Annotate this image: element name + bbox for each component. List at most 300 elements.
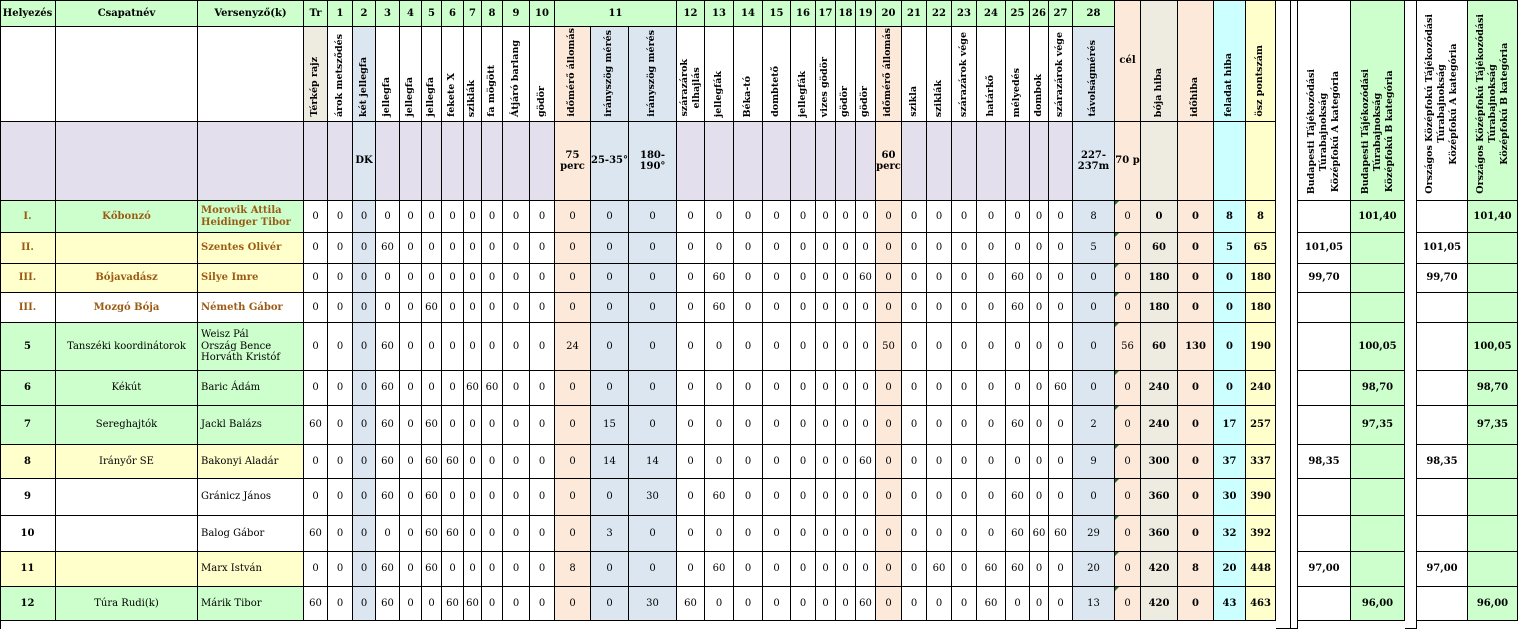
value-text: 0: [488, 527, 496, 539]
row-value: [503, 587, 530, 621]
value-text: 0: [606, 210, 613, 222]
row-team: [56, 293, 198, 323]
row-value: [400, 552, 422, 587]
row-value: [763, 264, 791, 293]
value-text: 0: [336, 242, 344, 254]
row-value: [1030, 445, 1049, 479]
ossz-text: 65: [1253, 242, 1268, 254]
row-value: [591, 264, 629, 293]
header-num-22: [876, 1, 902, 27]
row-value: [1049, 479, 1073, 516]
value-text: 0: [842, 210, 849, 222]
row-category-score: [1417, 587, 1468, 621]
row-value: [734, 323, 763, 371]
value-text: 0: [799, 210, 807, 222]
value-text: 0: [407, 210, 414, 222]
row-value: [927, 371, 952, 406]
row-value: [1073, 587, 1115, 621]
row-value: [977, 233, 1006, 264]
value-text: 0: [312, 242, 319, 254]
ido-text: 8: [1192, 563, 1199, 575]
value-text: 0: [1090, 382, 1097, 394]
header-num-text: 27: [1053, 7, 1068, 19]
members-text: Balog Gábor: [201, 527, 265, 539]
value-text: 0: [910, 491, 918, 503]
header-spec-12: [591, 122, 629, 201]
value-text: 0: [744, 272, 752, 284]
members-text: Márik Tibor: [201, 597, 262, 609]
category-score-text: 99,70: [1426, 272, 1458, 284]
row-value: [400, 293, 422, 323]
value-text: 60: [309, 597, 322, 609]
row-value: [353, 479, 376, 516]
row-value: [482, 371, 503, 406]
row-ossz: [1246, 264, 1276, 293]
row-value: [328, 516, 353, 552]
row-value: [530, 406, 555, 445]
value-text: 0: [987, 419, 995, 431]
row-value: [442, 406, 464, 445]
row-value: [400, 201, 422, 233]
row-cel: [1115, 371, 1141, 406]
value-text: 60: [381, 340, 394, 352]
row-value: [591, 233, 629, 264]
row-value: [705, 233, 734, 264]
header-task-20: [836, 27, 856, 122]
row-members: [198, 371, 304, 406]
value-text: 0: [407, 272, 414, 284]
header-num-text: 13: [712, 7, 726, 19]
value-text: 0: [842, 301, 849, 313]
row-category-score: [1298, 371, 1351, 406]
row-category-score: [1468, 479, 1518, 516]
row-ido: [1178, 479, 1214, 516]
value-text: 0: [512, 455, 520, 467]
row-value: [422, 552, 442, 587]
spacer-column: [1291, 1, 1298, 629]
row-value: [442, 293, 464, 323]
row-value: [791, 323, 816, 371]
row-category-score: [1417, 371, 1468, 406]
row-members: [198, 516, 304, 552]
row-value: [503, 552, 530, 587]
row-category-score: [1298, 479, 1351, 516]
row-value: [482, 479, 503, 516]
value-text: 0: [407, 242, 414, 254]
value-text: 0: [538, 419, 546, 431]
row-value: [816, 587, 836, 621]
value-text: 0: [910, 210, 918, 222]
row-category-score: [1298, 406, 1351, 445]
row-value: [977, 445, 1006, 479]
row-value: [927, 201, 952, 233]
value-text: 0: [862, 527, 869, 539]
ossz-text: 392: [1250, 527, 1271, 539]
value-text: 0: [987, 301, 995, 313]
row-category-score: [1351, 371, 1405, 406]
header-spec-18: [791, 122, 816, 201]
value-text: 0: [799, 597, 807, 609]
row-value: [927, 587, 952, 621]
row-value: [503, 264, 530, 293]
cel-text: 0: [1124, 242, 1131, 254]
value-text: 0: [935, 340, 943, 352]
place-text: 8: [24, 455, 31, 467]
value-text: 60: [1011, 301, 1024, 313]
header-num-text: 14: [741, 7, 755, 19]
comment-marker: [1115, 552, 1119, 556]
value-text: 60: [381, 563, 394, 575]
row-category-score: [1298, 516, 1351, 552]
header-task-text: árok metsződés: [333, 34, 345, 117]
header-task-10: [530, 27, 555, 122]
row-value: [1006, 552, 1030, 587]
row-value: [442, 445, 464, 479]
value-text: 0: [512, 527, 520, 539]
header-task-29: [1049, 27, 1073, 122]
row-category-score: [1417, 293, 1468, 323]
value-text: 0: [312, 272, 319, 284]
ido-text: 0: [1192, 242, 1199, 254]
row-category-score: [1298, 587, 1351, 621]
row-value: [856, 445, 876, 479]
value-text: 0: [428, 340, 435, 352]
row-value: [1030, 201, 1049, 233]
header-spec-14: [677, 122, 705, 201]
row-value: [763, 201, 791, 233]
value-text: 0: [773, 527, 780, 539]
row-category-score: [1417, 323, 1468, 371]
value-text: 0: [336, 563, 344, 575]
header-num-text: 8: [488, 7, 496, 19]
row-category-score: [1468, 264, 1518, 293]
row-team: [56, 587, 198, 621]
row-value: [376, 587, 400, 621]
header-num-text: 24: [984, 7, 998, 19]
row-value: [591, 516, 629, 552]
header-task-16: [734, 27, 763, 122]
value-text: 0: [1090, 340, 1097, 352]
row-value: [376, 293, 400, 323]
header-num-text: 19: [858, 7, 873, 19]
boja-text: 180: [1148, 272, 1170, 284]
category-score-text: 96,00: [1361, 597, 1394, 609]
row-value: [376, 516, 400, 552]
row-value: [353, 201, 376, 233]
row-value: [400, 445, 422, 479]
feladat-text: 0: [1226, 272, 1233, 284]
value-text: 0: [744, 597, 752, 609]
value-text: 0: [488, 340, 496, 352]
value-text: 0: [428, 597, 435, 609]
row-value: [422, 233, 442, 264]
value-text: 60: [466, 597, 479, 609]
value-text: 0: [569, 491, 576, 503]
header-spec-23: [902, 122, 927, 201]
value-text: 0: [773, 491, 780, 503]
value-text: 0: [885, 272, 892, 284]
row-value: [791, 233, 816, 264]
value-text: 0: [488, 210, 496, 222]
row-value: [1049, 233, 1073, 264]
row-value: [530, 479, 555, 516]
value-text: 0: [649, 527, 656, 539]
ido-text: 0: [1192, 419, 1199, 431]
header-blank: [0, 27, 56, 122]
row-value: [422, 516, 442, 552]
header-task-27: [1006, 27, 1030, 122]
team-text: Túra Rudi(k): [94, 597, 159, 609]
row-value: [376, 201, 400, 233]
row-value: [705, 406, 734, 445]
row-value: [1030, 516, 1049, 552]
value-text: 0: [1057, 210, 1064, 222]
cel-text: 0: [1124, 455, 1131, 467]
header-task-6: [442, 27, 464, 122]
row-value: [705, 587, 734, 621]
row-value: [482, 406, 503, 445]
row-value: [705, 445, 734, 479]
header-num-text: 28: [1086, 7, 1101, 19]
header-idohiba-spec: [1178, 122, 1214, 201]
value-text: 60: [381, 419, 394, 431]
value-text: 0: [649, 419, 656, 431]
row-category-score: [1468, 587, 1518, 621]
value-text: 0: [987, 491, 995, 503]
row-ido: [1178, 445, 1214, 479]
value-text: 0: [569, 597, 576, 609]
value-text: 0: [1035, 301, 1043, 313]
value-text: 60: [381, 382, 394, 394]
value-text: 0: [1035, 382, 1043, 394]
row-value: [977, 552, 1006, 587]
row-value: [591, 293, 629, 323]
row-value: [1073, 293, 1115, 323]
value-text: 0: [799, 563, 807, 575]
value-text: 0: [715, 340, 723, 352]
value-text: 60: [425, 301, 438, 313]
row-value: [555, 445, 591, 479]
value-text: 60: [446, 527, 459, 539]
row-value: [836, 264, 856, 293]
header-task-text: jellegfák: [712, 70, 724, 117]
row-value: [734, 552, 763, 587]
header-spec-27: [1006, 122, 1030, 201]
row-ido: [1178, 516, 1214, 552]
header-num-21: [856, 1, 876, 27]
header-task-19: [816, 27, 836, 122]
value-text: 0: [569, 527, 576, 539]
place-text: 9: [24, 491, 31, 503]
row-value: [591, 406, 629, 445]
value-text: 0: [649, 382, 656, 394]
row-value: [977, 293, 1006, 323]
header-feladat_hiba-spec: [1214, 122, 1246, 201]
category-score-text: 101,40: [1473, 210, 1512, 222]
header-task-text: dombok: [1032, 74, 1044, 117]
row-value: [464, 587, 482, 621]
row-ossz: [1246, 587, 1276, 621]
row-value: [304, 233, 328, 264]
ossz-text: 257: [1250, 419, 1271, 431]
row-category-score: [1468, 445, 1518, 479]
row-category-score: [1351, 552, 1405, 587]
row-ido: [1178, 323, 1214, 371]
row-value: [836, 445, 856, 479]
value-text: 0: [987, 382, 995, 394]
header-cel-text: cél: [1119, 55, 1136, 67]
header-task-text: sziklák: [466, 79, 478, 117]
value-text: 0: [1057, 301, 1064, 313]
row-value: [328, 479, 353, 516]
row-value: [1073, 479, 1115, 516]
header-num-11: [555, 1, 677, 27]
header-num-text: 21: [907, 7, 921, 19]
value-text: 0: [987, 242, 995, 254]
value-text: 0: [1014, 597, 1021, 609]
row-value: [555, 201, 591, 233]
row-value: [482, 201, 503, 233]
value-text: 0: [512, 242, 520, 254]
row-value: [555, 371, 591, 406]
row-category-score: [1351, 516, 1405, 552]
row-value: [734, 516, 763, 552]
value-text: 0: [449, 419, 456, 431]
row-ossz: [1246, 479, 1276, 516]
row-value: [530, 293, 555, 323]
row-feladat: [1214, 445, 1246, 479]
value-text: 0: [773, 455, 780, 467]
cel-text: 0: [1124, 563, 1131, 575]
header-spec-21: [856, 122, 876, 201]
header-versenyzo: [198, 1, 304, 27]
value-text: 0: [687, 527, 694, 539]
row-value: [856, 406, 876, 445]
value-text: 0: [1057, 419, 1064, 431]
header-task-text: két jellegfa: [357, 57, 369, 117]
row-value: [1073, 371, 1115, 406]
header-spec-blank: [0, 122, 56, 201]
header-task-text: vizes gödör: [819, 56, 831, 117]
row-members: [198, 293, 304, 323]
row-value: [353, 293, 376, 323]
header-task-25: [952, 27, 977, 122]
header-spec-19: [816, 122, 836, 201]
feladat-text: 0: [1226, 301, 1233, 313]
category-score-text: 99,70: [1308, 272, 1340, 284]
value-text: 0: [935, 597, 943, 609]
value-text: 0: [1057, 455, 1064, 467]
value-text: 60: [712, 272, 726, 284]
row-cel: [1115, 264, 1141, 293]
value-text: 0: [469, 419, 476, 431]
value-text: 0: [569, 455, 576, 467]
value-text: 0: [606, 301, 613, 313]
value-text: 0: [538, 301, 546, 313]
header-spec-blank: [56, 122, 198, 201]
header-spec-text: 75 perc: [560, 149, 585, 172]
place-text: 11: [20, 563, 35, 575]
row-value: [734, 201, 763, 233]
row-value: [304, 201, 328, 233]
row-value: [927, 293, 952, 323]
boja-text: 60: [1152, 242, 1166, 254]
row-value: [442, 552, 464, 587]
value-text: 0: [910, 419, 918, 431]
header-num-text: 5: [428, 7, 435, 19]
row-value: [328, 371, 353, 406]
value-text: 0: [538, 455, 546, 467]
header-num-6: [442, 1, 464, 27]
value-text: 0: [538, 272, 546, 284]
row-category-score: [1417, 201, 1468, 233]
row-value: [902, 323, 927, 371]
ido-text: 0: [1192, 382, 1199, 394]
header-spec-8: [482, 122, 503, 201]
boja-text: 360: [1148, 527, 1170, 539]
header-task-5: [422, 27, 442, 122]
value-text: 60: [446, 597, 459, 609]
row-ossz: [1246, 233, 1276, 264]
row-value: [442, 233, 464, 264]
place-text: III.: [18, 301, 37, 313]
value-text: 24: [566, 340, 579, 352]
header-spec-9: [503, 122, 530, 201]
category-score-text: 97,00: [1426, 563, 1458, 575]
value-text: 0: [744, 382, 752, 394]
header-helyezes: [0, 1, 56, 27]
row-ossz: [1246, 293, 1276, 323]
value-text: 0: [744, 491, 752, 503]
row-value: [791, 587, 816, 621]
row-value: [1006, 264, 1030, 293]
row-cel: [1115, 201, 1141, 233]
row-value: [629, 587, 677, 621]
row-value: [816, 323, 836, 371]
row-category-score: [1417, 479, 1468, 516]
value-text: 0: [799, 527, 807, 539]
cel-text: 0: [1124, 597, 1131, 609]
value-text: 0: [885, 455, 892, 467]
row-feladat: [1214, 587, 1246, 621]
value-text: 0: [822, 597, 829, 609]
value-text: 0: [799, 455, 807, 467]
value-text: 0: [1014, 382, 1021, 394]
header-csapatnev-text: Csapatnév: [97, 7, 156, 19]
row-value: [629, 323, 677, 371]
row-category-score: [1351, 264, 1405, 293]
row-value: [376, 445, 400, 479]
value-text: 0: [360, 455, 368, 467]
ossz-text: 463: [1250, 597, 1271, 609]
left-border: [0, 1, 1, 629]
header-task-13: [629, 27, 677, 122]
header-task-18: [791, 27, 816, 122]
row-value: [927, 233, 952, 264]
header-task-text: szárazárok vége: [957, 31, 969, 117]
row-value: [482, 293, 503, 323]
row-value: [1049, 293, 1073, 323]
members-text: Baric Ádám: [201, 382, 261, 394]
header-task-text: Béka-tó: [741, 75, 753, 117]
row-category-score: [1468, 323, 1518, 371]
row-value: [591, 201, 629, 233]
header-task-0: [304, 27, 328, 122]
row-value: [629, 233, 677, 264]
row-value: [952, 445, 977, 479]
value-text: 0: [569, 210, 576, 222]
row-value: [705, 323, 734, 371]
